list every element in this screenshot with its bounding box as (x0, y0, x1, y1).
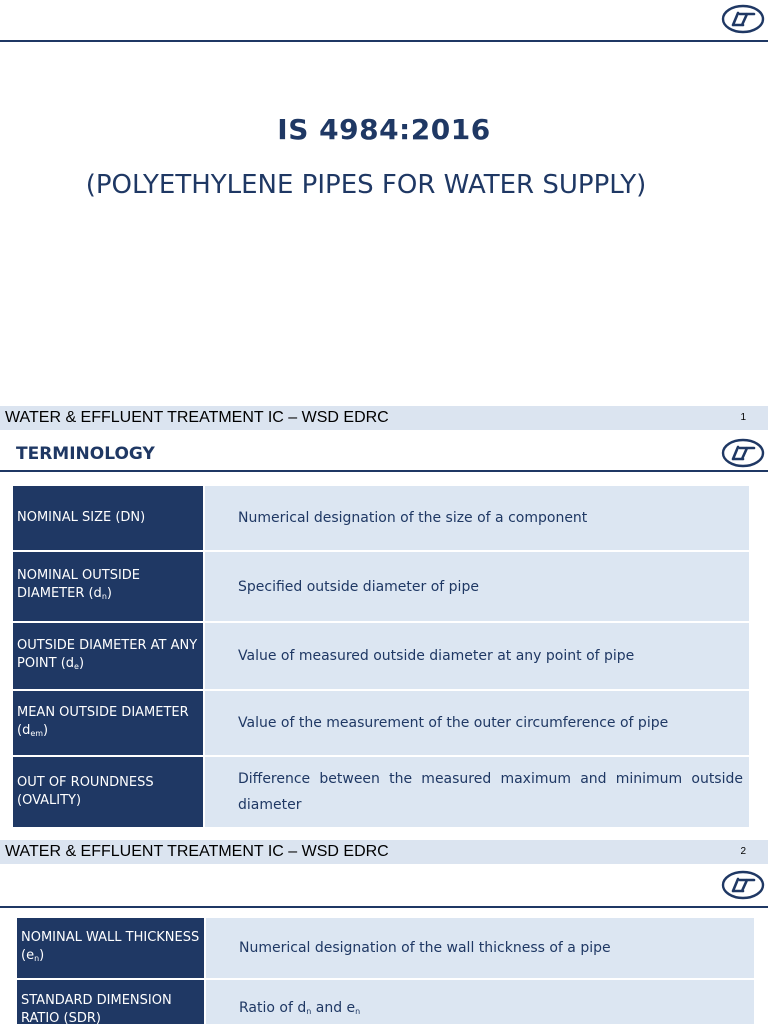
definition-cell: Difference between the measured maximum and minimum outside diameter (205, 757, 749, 827)
term-cell: NOMINAL SIZE (DN) (13, 486, 203, 550)
slide-2-footer (0, 840, 768, 864)
terminology-row (17, 980, 754, 1024)
header-rule (0, 470, 768, 472)
footer-text: WATER & EFFLUENT TREATMENT IC – WSD EDRC (5, 843, 389, 860)
definition-cell: Value of the measurement of the outer circumference of pipe (205, 691, 749, 755)
section-heading: TERMINOLOGY (16, 444, 155, 464)
slide-1 (0, 0, 768, 406)
terminology-row (13, 552, 749, 621)
definition-cell: Value of measured outside diameter at any point of pipe (205, 623, 749, 689)
footer-text: WATER & EFFLUENT TREATMENT IC – WSD EDRC (5, 409, 389, 426)
term-cell: NOMINAL OUTSIDE DIAMETER $(d_n)$ (13, 552, 203, 621)
terminology-row (13, 691, 749, 755)
page-number: 2 (740, 846, 746, 857)
definition-cell: Numerical designation of the wall thickness of a pipe (206, 918, 754, 978)
term-cell: OUTSIDE DIAMETER AT ANY POINT $(d_e)$ (13, 623, 203, 689)
terminology-row (13, 757, 749, 827)
term-cell: MEAN OUTSIDE DIAMETER $(d_{em})$ (13, 691, 203, 755)
definition-cell: Numerical designation of the size of a component (205, 486, 749, 550)
lt-logo-icon (721, 438, 765, 468)
terminology-row (13, 486, 749, 550)
term-cell: STANDARD DIMENSION RATIO (SDR) (17, 980, 204, 1024)
slide-3 (0, 864, 768, 1024)
lt-logo-icon (721, 870, 765, 900)
term-cell: OUT OF ROUNDNESS (OVALITY) (13, 757, 203, 827)
slide-2 (0, 430, 768, 840)
definition-cell: Ratio of $d_n$ and $e_n$ (206, 980, 754, 1024)
slide-1-footer (0, 406, 768, 430)
document-title: IS 4984:2016 (277, 113, 491, 146)
terminology-row (17, 918, 754, 978)
terminology-row (13, 623, 749, 689)
document-subtitle: (POLYETHYLENE PIPES FOR WATER SUPPLY) (85, 170, 647, 200)
header-rule (0, 40, 768, 42)
lt-logo-icon (721, 4, 765, 34)
definition-cell: Specified outside diameter of pipe (205, 552, 749, 621)
page-number: 1 (740, 412, 746, 423)
term-cell: NOMINAL WALL THICKNESS $(e_n)$ (17, 918, 204, 978)
header-rule (0, 906, 768, 908)
